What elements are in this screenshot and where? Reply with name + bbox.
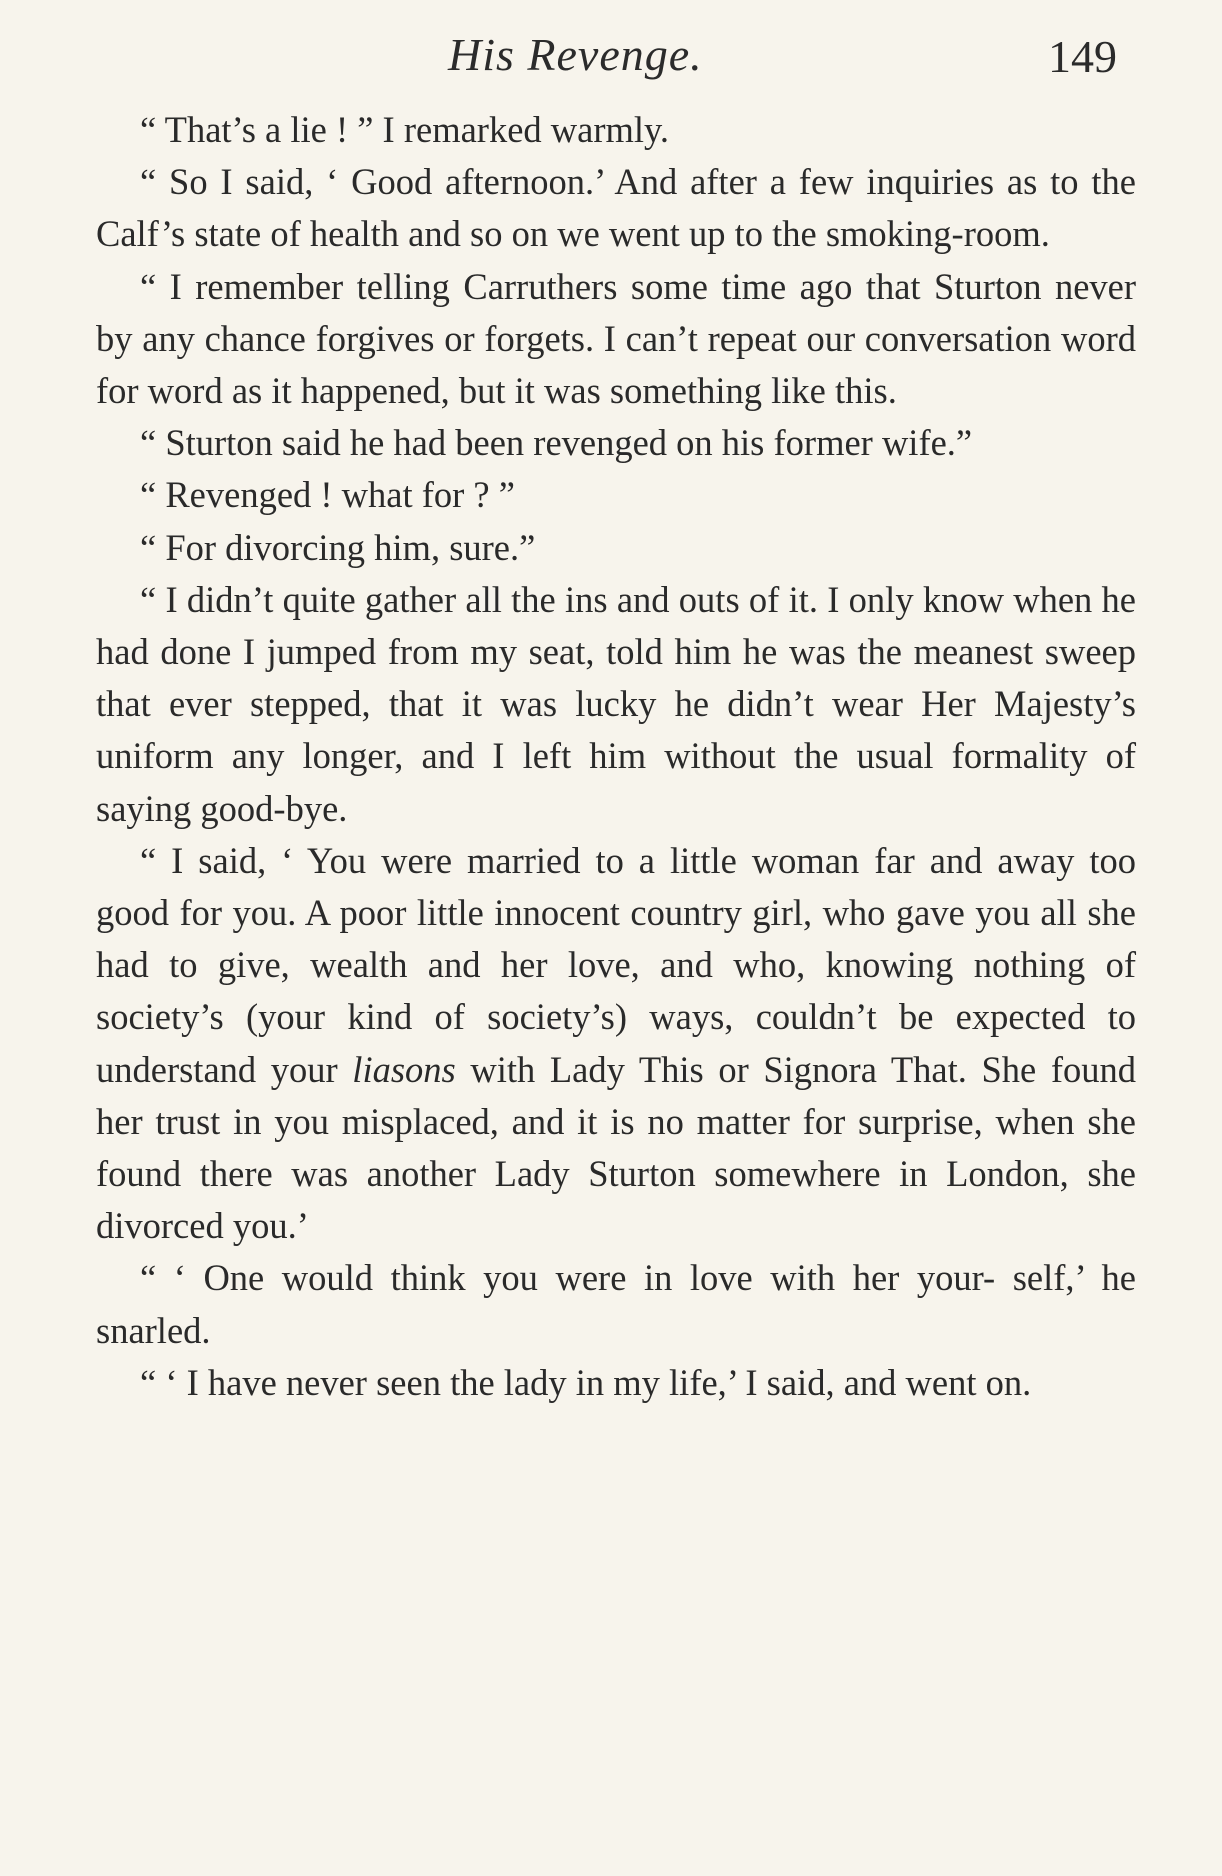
- paragraph: “ Revenged ! what for ? ”: [140, 474, 515, 516]
- paragraph: “ So I said, ‘ Good afternoon.’ And after a few inquiries as to the Calf’s state of health and so on we went up to the smoking-room.: [96, 161, 1136, 255]
- paragraph: “ I didn’t quite gather all the ins and outs of it. I only know when he had done I jumped from my seat, told him he was the meanest sweep that ever stepped, that it was lucky he didn’t wear Her Majesty’s uniform any longer, and I left him without the usual formality of saying good-bye.: [96, 578, 1136, 829]
- paragraph: “ That’s a lie ! ” I remarked warmly.: [140, 109, 670, 150]
- paragraph-with-italic: [96, 835, 1136, 1253]
- running-title: His Revenge.: [448, 29, 703, 80]
- page-header: [0, 28, 1222, 98]
- italic-word: liasons: [352, 1048, 456, 1090]
- paragraph-text: with Lady This or Signora That. She found her trust in you misplaced, and it is no matter for surprise, when she found there was another Lady Sturton somewhere in London, she divorced you.’: [96, 1048, 1137, 1247]
- paragraph: “ For divorcing him, sure.”: [140, 526, 536, 568]
- paragraph: “ ‘ I have never seen the lady in my life,’ I said, and went on.: [140, 1361, 1032, 1403]
- page-number: 149: [1048, 31, 1117, 82]
- paragraph: “ Sturton said he had been revenged on his former wife.”: [140, 422, 973, 464]
- paragraph: “ ‘ One would think you were in love with her your- self,’ he snarled.: [96, 1257, 1136, 1351]
- paragraph-text: “ I said, ‘ You were married to a little woman far and away too good for you. A poor little innocent country girl, who gave you all she had to give, wealth and her love, and who, knowing nothing of society’s (your kind of society’s) ways, couldn’t be expected to understand your: [96, 839, 1136, 1090]
- body-text: [96, 104, 1136, 1409]
- paragraph: “ I remember telling Carruthers some time ago that Sturton never by any chance forgives or forgets. I can’t repeat our conversation word for word as it happened, but it was something like this.: [96, 265, 1136, 412]
